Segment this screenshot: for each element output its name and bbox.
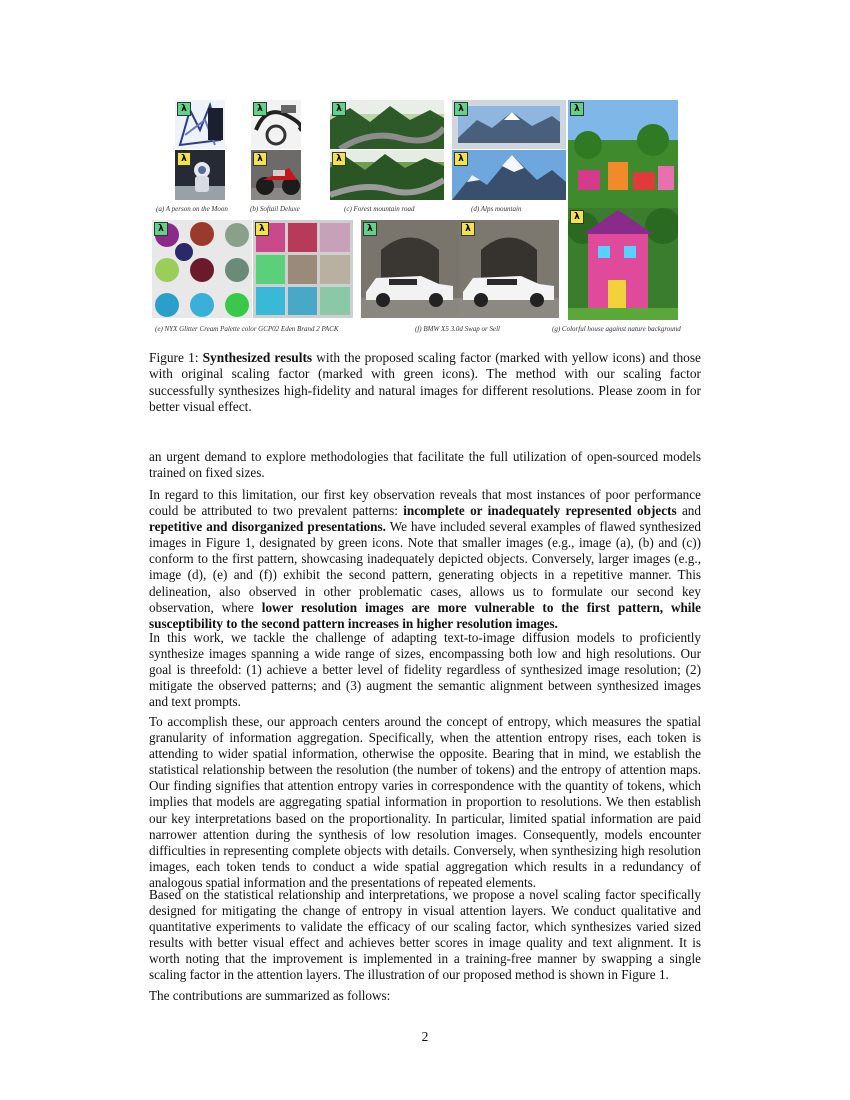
yellow-lambda-icon: λ: [332, 152, 346, 166]
figure-image-b-yellow: [251, 150, 301, 200]
subcaption-e: (e) NYX Glitter Cream Palette color GCP02 Eden Brand 2 PACK: [155, 325, 339, 333]
yellow-lambda-icon: λ: [461, 222, 475, 236]
yellow-lambda-icon: λ: [454, 152, 468, 166]
figure-image-a-green: [175, 100, 225, 149]
caption-bold: Synthesized results: [202, 350, 313, 365]
green-lambda-icon: λ: [363, 222, 377, 236]
green-lambda-icon: λ: [253, 102, 267, 116]
paragraph-3: In this work, we tackle the challenge of adapting text-to-image diffusion models to proficiently synthesize images spanning a wide range of sizes, encompassing both low and high resolutions. Our goal is threefold: (1) achieve a better level of fidelity regardless of synthesized image resolution; (2) mitigate the observed patterns; and (3) augment the semantic alignment between synthesized images and text prompts.: [149, 630, 701, 710]
p2-text-2: and: [676, 503, 701, 519]
figure-image-d-green: [452, 100, 566, 149]
figure-image-f-green: [361, 220, 459, 318]
figure-image-c-yellow: [330, 150, 444, 200]
paragraph-4: To accomplish these, our approach centers around the concept of entropy, which measures the spatial granularity of information aggregation. Specifically, when the attention entropy rises, each token is attending to wider spatial information, otherwise the opposite. Bearing that in mind, we establish the statistical relationship between the resolution (the number of tokens) and the entropy of attention maps. Our finding signifies that attention entropy varies in correspondence with the quantity of tokens, which implies that models are aggregating spatial information in proportion to resolutions. We then establish our key interpretations based on the proportionality. In particular, limited spatial information are paid narrower attention during the synthesis of low resolution images. Consequently, models encounter difficulties in representing complete objects with details. Conversely, when synthesizing high resolution images, each token tends to conduct a wide spatial aggregation which results in a redundancy of analogous spatial information and the presentations of repeated elements.: [149, 714, 701, 890]
yellow-lambda-icon: λ: [177, 152, 191, 166]
green-lambda-icon: λ: [154, 222, 168, 236]
green-lambda-icon: λ: [570, 102, 584, 116]
p2-text-1: In regard to this limitation, our first key observation reveals that most instances of poor performance could be attributed to two prevalent patterns:: [149, 487, 701, 519]
green-lambda-icon: λ: [177, 102, 191, 116]
yellow-lambda-icon: λ: [570, 210, 584, 224]
yellow-lambda-icon: λ: [255, 222, 269, 236]
figure-image-g-green: [568, 100, 678, 208]
paragraph-2: [149, 487, 701, 632]
green-lambda-icon: λ: [454, 102, 468, 116]
paragraph-6: The contributions are summarized as follows:: [149, 988, 391, 1003]
figure-image-g-yellow: [568, 208, 678, 320]
figure-image-b-green: [251, 100, 301, 149]
subcaption-f: (f) BMW X5 3.0d Swap or Sell: [415, 325, 500, 333]
yellow-lambda-icon: λ: [253, 152, 267, 166]
subcaption-d: (d) Alps mountain: [471, 205, 522, 213]
caption-label: Figure 1:: [149, 350, 203, 365]
paragraph-1: an urgent demand to explore methodologies that facilitate the full utilization of open-sourced models trained on fixed sizes.: [149, 449, 701, 481]
caption-text: with the proposed scaling factor (marked with yellow icons) and those with original scaling factor (marked with green icons). The method with our scaling factor successfully synthesizes high-fidelity and natural images for different resolutions. Please zoom in for better visual effect.: [149, 350, 701, 414]
subcaption-c: (c) Forest mountain road: [344, 205, 415, 213]
figure-image-e-yellow: [253, 220, 353, 318]
figure-image-e-green: [152, 220, 252, 318]
paragraph-5: Based on the statistical relationship and interpretations, we propose a novel scaling factor specifically designed for mitigating the change of entropy in visual attention layers. We conduct qualitative and quantitative experiments to validate the efficacy of our scaling factor, which synthesizes varied sized results with better visual effect and achieves better scores in image quality and text alignment. It is worth noting that the improvement is implemented in a training-free manner by swapping a single scaling factor in the attention layers. The illustration of our proposed method is shown in Figure 1.: [149, 887, 701, 983]
p2-bold-2: repetitive and disorganized presentations.: [149, 519, 386, 535]
green-lambda-icon: λ: [332, 102, 346, 116]
subcaption-g: (g) Colorful house against nature background: [552, 325, 681, 333]
subcaption-b: (b) Softail Deluxe: [250, 205, 300, 213]
figure-image-d-yellow: [452, 150, 566, 200]
p2-bold-3: lower resolution images are more vulnerable to the first pattern, while susceptibility to the second pattern increases in higher resolution images.: [149, 599, 701, 631]
figure-caption: [149, 350, 701, 415]
figure-image-a-yellow: [175, 150, 225, 200]
p2-bold-1: incomplete or inadequately represented objects: [403, 503, 677, 519]
subcaption-a: (a) A person on the Moon: [156, 205, 228, 213]
figure-image-f-yellow: [459, 220, 559, 318]
page-number: 2: [421, 1029, 429, 1044]
figure-image-c-green: [330, 100, 444, 149]
p2-text-3: We have included several examples of flawed synthesized images in Figure 1, designated by green icons. Note that smaller images (e.g., image (a), (b) and (c)) conform to the first pattern, showcasing inadequately depicted objects. Conversely, larger images (e.g., image (d), (e) and (f)) exhibit the second pattern, generating objects in a repetitive manner. This delineation, also observed in other problematic cases, allows us to formulate our second key observation, where: [149, 519, 701, 615]
